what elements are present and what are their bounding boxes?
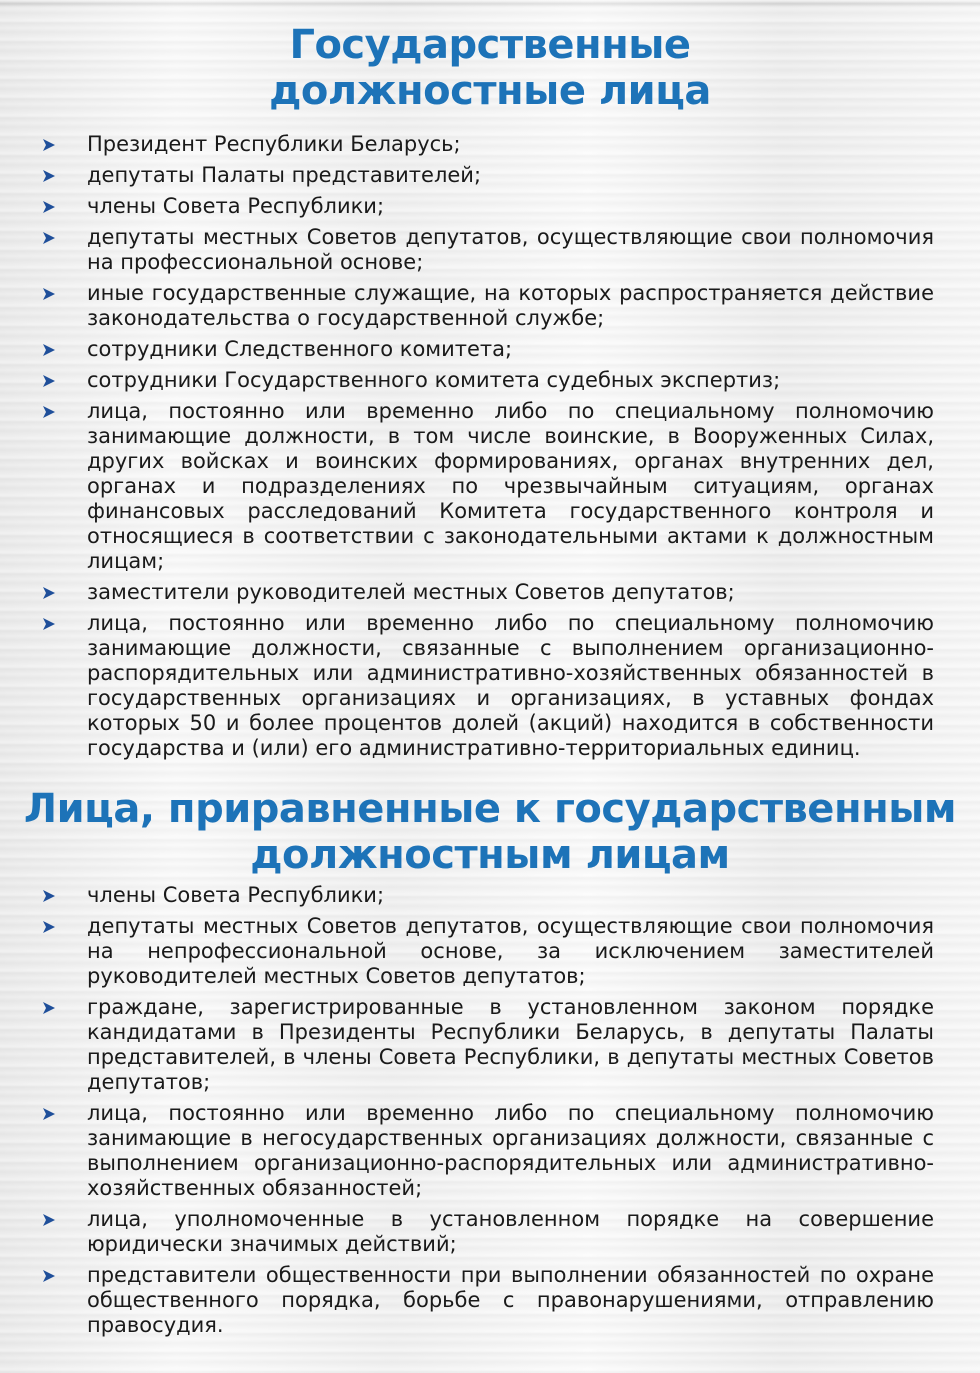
triangle-arrow-right-icon [42, 1107, 56, 1121]
list-item [40, 1101, 934, 1201]
list-item-text: граждане, зарегистрированные в установленном законом порядке кандидатами в Президенты Республики Беларусь, в депутаты Палаты представителей, в члены Совета Республики, в депутаты местных Советов депутатов; [87, 995, 934, 1094]
triangle-arrow-right-icon [42, 138, 56, 152]
list-item-text: депутаты местных Советов депутатов, осуществляющие свои полномочия на непрофессиональной основе, за исключением заместителей руководителей местных Советов депутатов; [87, 914, 934, 988]
list-item-text: Президент Республики Беларусь; [87, 132, 461, 156]
triangle-arrow-right-icon [42, 405, 56, 419]
list-item-text: сотрудники Государственного комитета судебных экспертиз; [87, 368, 781, 392]
list-item [40, 995, 934, 1095]
list-item [40, 611, 934, 761]
triangle-arrow-right-icon [42, 374, 56, 388]
title-line: должностные лица [269, 68, 711, 114]
list-item [40, 132, 934, 157]
triangle-arrow-right-icon [42, 617, 56, 631]
section-title-state-officials [0, 22, 980, 114]
triangle-arrow-right-icon [42, 169, 56, 183]
list-item-text: лица, постоянно или временно либо по специальному полномочию занимающие должности, связанные с выполнением организационно-распорядительных или административно-хозяйственных обязанностей в государственных организациях и организациях, в уставных фондах которых 50 и более процентов долей (акций) находится в собственности государства и (или) его административно-территориальных единиц. [87, 611, 934, 760]
title-line: должностным лицам [250, 832, 730, 878]
triangle-arrow-right-icon [42, 287, 56, 301]
equated-officials-list [40, 883, 934, 1344]
triangle-arrow-right-icon [42, 231, 56, 245]
list-item-text: лица, уполномоченные в установленном порядке на совершение юридически значимых действий; [87, 1207, 934, 1256]
list-item-text: заместители руководителей местных Советов депутатов; [87, 580, 735, 604]
list-item [40, 337, 934, 362]
triangle-arrow-right-icon [42, 343, 56, 357]
list-item [40, 281, 934, 331]
list-item [40, 1263, 934, 1338]
list-item-text: иные государственные служащие, на которых распространяется действие законодательства о государственной службе; [87, 281, 934, 330]
section-title-equated-officials [0, 786, 980, 878]
triangle-arrow-right-icon [42, 586, 56, 600]
triangle-arrow-right-icon [42, 920, 56, 934]
list-item [40, 914, 934, 989]
triangle-arrow-right-icon [42, 1213, 56, 1227]
list-item [40, 883, 934, 908]
list-item-text: представители общественности при выполнении обязанностей по охране общественного порядка, борьбе с правонарушениями, отправлению правосудия. [87, 1263, 934, 1337]
list-item-text: лица, постоянно или временно либо по специальному полномочию занимающие должности, в том числе воинские, в Вооруженных Силах, других войсках и воинских формированиях, органах внутренних дел, органах и подразделениях по чрезвычайным ситуациям, органах финансовых расследований Комитета государственного контроля и относящиеся в соответствии с законодательными актами к должностным лицам; [87, 399, 934, 573]
list-item [40, 163, 934, 188]
list-item-text: члены Совета Республики; [87, 194, 385, 218]
list-item [40, 194, 934, 219]
list-item-text: сотрудники Следственного комитета; [87, 337, 513, 361]
triangle-arrow-right-icon [42, 1269, 56, 1283]
list-item [40, 580, 934, 605]
triangle-arrow-right-icon [42, 200, 56, 214]
list-item-text: лица, постоянно или временно либо по специальному полномочию занимающие в негосударственных организациях должности, связанные с выполнением организационно-распорядительных или административно-хозяйственных обязанностей; [87, 1101, 934, 1200]
list-item-text: депутаты местных Советов депутатов, осуществляющие свои полномочия на профессиональной основе; [87, 225, 934, 274]
list-item [40, 225, 934, 275]
list-item-text: члены Совета Республики; [87, 883, 385, 907]
list-item [40, 1207, 934, 1257]
list-item-text: депутаты Палаты представителей; [87, 163, 482, 187]
title-line: Государственные [289, 22, 691, 68]
title-line: Лица, приравненные к государственным [23, 786, 957, 832]
triangle-arrow-right-icon [42, 1001, 56, 1015]
triangle-arrow-right-icon [42, 889, 56, 903]
list-item [40, 399, 934, 574]
list-item [40, 368, 934, 393]
state-officials-list [40, 132, 934, 767]
